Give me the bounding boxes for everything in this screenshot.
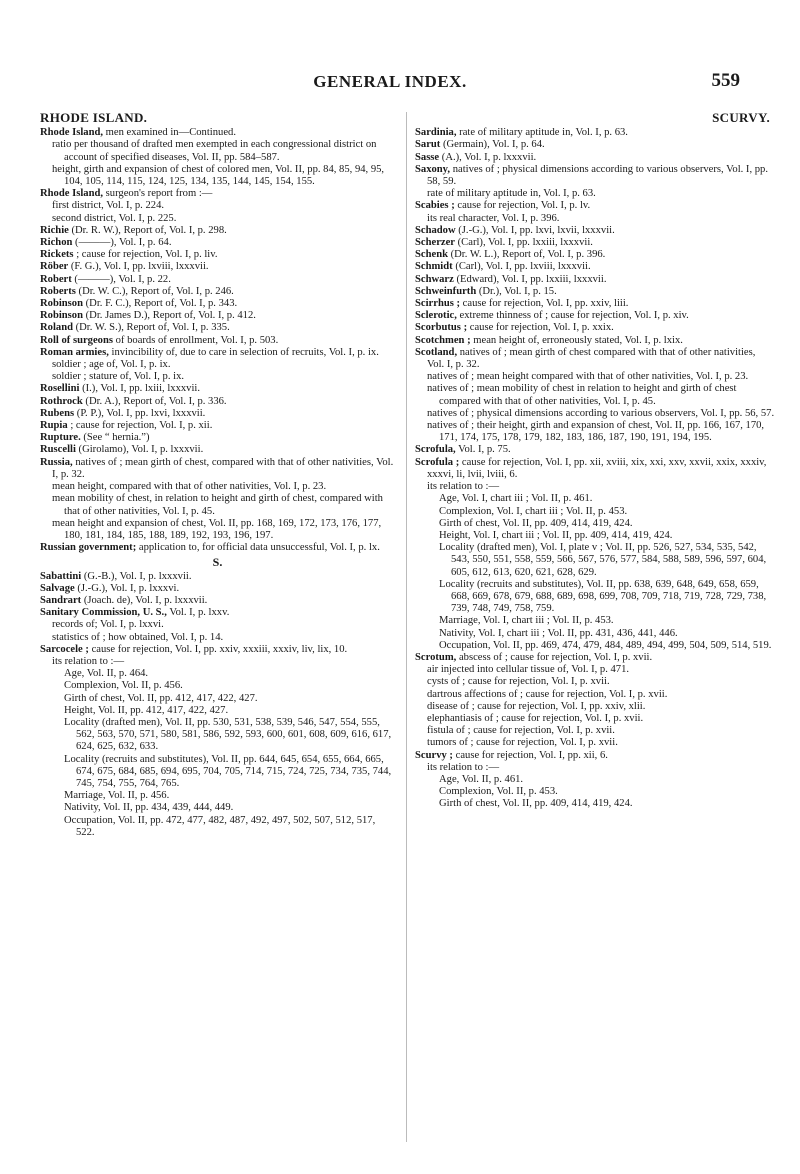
entry-text: ; cause for rejection, Vol. I, p. liv. bbox=[73, 249, 218, 261]
entry-line bbox=[415, 249, 775, 261]
entry-text: natives of ; mean girth of chest compared with that of other nativities, Vol. I, p. 32. bbox=[427, 346, 756, 371]
entry-subline: disease of ; cause for rejection, Vol. I, pp. xxiv, xlii. bbox=[427, 700, 646, 712]
entry-subline: soldier ; stature of, Vol. I, p. ix. bbox=[52, 371, 185, 383]
index-entry bbox=[40, 432, 395, 444]
entry-term: Scrotum, bbox=[415, 651, 457, 663]
index-entry bbox=[40, 457, 395, 542]
entry-subline: Complexion, Vol. II, p. 456. bbox=[64, 680, 183, 692]
entry-line bbox=[40, 249, 395, 261]
entry-line bbox=[415, 152, 775, 164]
entry-text: (Dr. W. C.), Report of, Vol. I, p. 246. bbox=[75, 285, 234, 297]
entry-term: Sarcocele ; bbox=[40, 643, 89, 655]
entry-text: Vol. I, p. 75. bbox=[455, 444, 511, 456]
entry-term: Rupia bbox=[40, 420, 68, 432]
entry-subline: Height, Vol. I, chart iii ; Vol. II, pp. 409, 414, 419, 424. bbox=[439, 529, 673, 541]
index-entry bbox=[415, 347, 775, 445]
entry-line bbox=[40, 644, 395, 656]
entry-subline: cysts of ; cause for rejection, Vol. I, p. xvii. bbox=[427, 676, 610, 688]
entry-text: (Dr. R. W.), Report of, Vol. I, p. 298. bbox=[68, 224, 227, 236]
entry-line bbox=[415, 750, 775, 762]
entry-line bbox=[40, 335, 395, 347]
right-column bbox=[415, 112, 775, 811]
entry-line bbox=[415, 139, 775, 151]
entry-subline: dartrous affections of ; cause for rejection, Vol. I, p. xvii. bbox=[427, 688, 668, 700]
entry-subline: Locality (drafted men), Vol. I, plate v ; Vol. II, pp. 526, 527, 534, 535, 542, 543, 550, 551, 558, 559, 566, 567, 576, 577, 584, 588, 589, 596, 597, 604, 605, 612, 613, 620, 621, 628, 629. bbox=[439, 542, 767, 578]
index-entry bbox=[415, 237, 775, 249]
entry-term: Sandrart bbox=[40, 594, 82, 606]
index-entry bbox=[415, 225, 775, 237]
entry-line bbox=[415, 225, 775, 237]
entry-subline: Locality (recruits and substitutes), Vol. II, pp. 638, 639, 648, 649, 658, 659, 668, 669, 678, 679, 688, 689, 698, 699, 708, 709, 718, 719, 728, 729, 738, 739, 748, 749, 758, 759. bbox=[439, 578, 767, 615]
entry-line bbox=[415, 322, 775, 334]
entry-term: Sclerotic, bbox=[415, 310, 457, 322]
entry-subline: second district, Vol. I, p. 225. bbox=[52, 212, 177, 224]
index-entry bbox=[415, 286, 775, 298]
index-entry bbox=[415, 127, 775, 139]
entry-term: Roberts bbox=[40, 285, 76, 297]
index-entry bbox=[415, 310, 775, 322]
index-entry bbox=[40, 310, 395, 322]
entry-subline: natives of ; physical dimensions according to various observers, Vol. I, pp. 56, 57. bbox=[427, 407, 775, 419]
index-entry bbox=[415, 274, 775, 286]
entry-term: Saxony, bbox=[415, 163, 451, 175]
index-entry bbox=[40, 542, 395, 554]
entry-subline: mean height and expansion of chest, Vol. II, pp. 168, 169, 172, 173, 176, 177, 180, 181, 184, 185, 188, 189, 192, 193, 196, 197. bbox=[52, 517, 382, 541]
entry-subline: Occupation, Vol. II, pp. 469, 474, 479, 484, 489, 494, 499, 504, 509, 514, 519. bbox=[439, 639, 772, 651]
index-entry bbox=[40, 274, 395, 286]
entry-term: Ruscelli bbox=[40, 444, 76, 456]
entry-term: Scherzer bbox=[415, 237, 455, 249]
entry-subline: Nativity, Vol. I, chart iii ; Vol. II, pp. 431, 436, 441, 446. bbox=[439, 627, 678, 639]
index-entry bbox=[40, 607, 395, 644]
entry-line bbox=[40, 457, 395, 481]
entry-subline: Locality (recruits and substitutes), Vol. II, pp. 644, 645, 654, 655, 664, 665, 674, 675, 684, 685, 694, 695, 704, 705, 714, 715, 724, 725, 734, 735, 744, 745, 754, 755, 764, 765. bbox=[64, 753, 392, 789]
entry-subline: its relation to :— bbox=[427, 481, 500, 493]
entry-subline: Age, Vol. II, p. 464. bbox=[64, 668, 149, 680]
entry-text: (Carl), Vol. I, pp. lxviii, lxxxvii. bbox=[452, 261, 591, 273]
entry-term: Röber bbox=[40, 261, 69, 273]
entry-text: (Germain), Vol. I, p. 64. bbox=[440, 139, 545, 151]
entry-term: Rubens bbox=[40, 407, 75, 419]
entry-term: Sasse bbox=[415, 151, 440, 163]
entry-text: cause for rejection, Vol. I, pp. xii, 6. bbox=[452, 749, 608, 761]
entry-subline: Marriage, Vol. I, chart iii ; Vol. II, p. 453. bbox=[439, 615, 614, 627]
index-entry bbox=[40, 127, 395, 188]
entry-term: Salvage bbox=[40, 582, 75, 594]
entry-text: (Dr. W. S.), Report of, Vol. I, p. 335. bbox=[72, 322, 230, 334]
entry-line bbox=[415, 237, 775, 249]
entry-text: (Dr. A.), Report of, Vol. I, p. 336. bbox=[82, 395, 227, 407]
entry-text: cause for rejection, Vol. I, pp. xxiv, liii. bbox=[460, 298, 629, 310]
entry-text: (A.), Vol. I, p. lxxxvii. bbox=[439, 151, 537, 163]
section-letter: S. bbox=[212, 555, 223, 570]
entry-text: (Carl), Vol. I, pp. lxxiii, lxxxvii. bbox=[455, 237, 593, 249]
entry-text: (Dr. F. C.), Report of, Vol. I, p. 343. bbox=[83, 298, 238, 310]
entry-subline: Girth of chest, Vol. II, pp. 409, 414, 419, 424. bbox=[439, 798, 633, 810]
entry-term: Sabattini bbox=[40, 570, 82, 582]
entry-line bbox=[415, 298, 775, 310]
entry-text: (Girolamo), Vol. I, p. lxxxvii. bbox=[75, 444, 204, 456]
entry-line bbox=[40, 286, 395, 298]
entry-term: Scurvy ; bbox=[415, 749, 453, 761]
entry-subline: air injected into cellular tissue of, Vol. I, p. 471. bbox=[427, 664, 630, 676]
index-entry bbox=[40, 644, 395, 839]
entry-text: extreme thinness of ; cause for rejection, Vol. I, p. xiv. bbox=[456, 310, 689, 322]
entry-text: men examined in—Continued. bbox=[103, 127, 236, 139]
entry-subline: its real character, Vol. I, p. 396. bbox=[427, 212, 560, 224]
entry-subline: mean height, compared with that of other nativities, Vol. I, p. 23. bbox=[52, 481, 327, 493]
index-entry bbox=[415, 652, 775, 750]
index-entry bbox=[40, 335, 395, 347]
entry-text: cause for rejection, Vol. I, pp. xii, xviii, xix, xxi, xxv, xxvii, xxix, xxxiv, xxxvi, li, lvii, lviii, 6. bbox=[427, 456, 767, 480]
entry-term: Schweinfurth bbox=[415, 285, 477, 297]
entry-subline: ratio per thousand of drafted men exempted in each congressional district on account of specified diseases, Vol. II, pp. 584–587. bbox=[52, 139, 377, 163]
entry-line bbox=[415, 127, 775, 139]
entry-term: Rothrock bbox=[40, 395, 83, 407]
entry-term: Robinson bbox=[40, 310, 83, 322]
left-running-head: RHODE ISLAND. bbox=[40, 110, 148, 125]
entry-text: (G.-B.), Vol. I, p. lxxxvii. bbox=[81, 570, 192, 582]
entry-term: Robert bbox=[40, 273, 72, 285]
entry-line bbox=[415, 274, 775, 286]
entry-line bbox=[40, 571, 395, 583]
entry-line bbox=[40, 444, 395, 456]
entry-text: of boards of enrollment, Vol. I, p. 503. bbox=[112, 334, 279, 346]
entry-line bbox=[40, 396, 395, 408]
entry-term: Richon bbox=[40, 237, 73, 249]
entry-line bbox=[40, 383, 395, 395]
entry-subline: Marriage, Vol. II, p. 456. bbox=[64, 790, 170, 802]
entry-text: (———), Vol. I, p. 22. bbox=[71, 273, 171, 285]
entry-term: Robinson bbox=[40, 298, 83, 310]
entry-line bbox=[415, 457, 775, 481]
entry-line bbox=[415, 347, 775, 371]
entry-term: Rhode Island, bbox=[40, 127, 103, 139]
entry-line bbox=[40, 298, 395, 310]
entry-subline: Occupation, Vol. II, pp. 472, 477, 482, 487, 492, 497, 502, 507, 512, 517, 522. bbox=[64, 814, 376, 838]
index-entry bbox=[415, 298, 775, 310]
page-number: 559 bbox=[711, 70, 740, 91]
entry-line bbox=[40, 237, 395, 249]
entry-text: (I.), Vol. I, pp. lxiii, lxxxvii. bbox=[79, 383, 200, 395]
entry-term: Schadow bbox=[415, 224, 456, 236]
entry-term: Scrofula ; bbox=[415, 456, 460, 468]
entry-subline: records of; Vol. I, p. lxxvi. bbox=[52, 619, 164, 631]
entry-term: Roll of surgeons bbox=[40, 334, 113, 346]
index-entry bbox=[40, 408, 395, 420]
entry-subline: height, girth and expansion of chest of colored men, Vol. II, pp. 84, 85, 94, 95, 104, 105, 114, 115, 124, 125, 134, 135, 144, 145, 154, 155. bbox=[52, 163, 385, 188]
entry-text: application to, for official data unsuccessful, Vol. I, p. lx. bbox=[136, 542, 380, 554]
entry-text: rate of military aptitude in, Vol. I, p. 63. bbox=[456, 127, 628, 139]
right-running-head: SCURVY. bbox=[712, 110, 770, 125]
entry-line bbox=[415, 310, 775, 322]
entry-line bbox=[40, 225, 395, 237]
entry-term: Sardinia, bbox=[415, 127, 457, 139]
index-entry bbox=[40, 420, 395, 432]
entry-line bbox=[415, 261, 775, 273]
entry-term: Sanitary Commission, U. S., bbox=[40, 607, 167, 619]
entry-line bbox=[415, 444, 775, 456]
entry-term: Russian government; bbox=[40, 542, 137, 554]
entry-text: (See “ hernia.”) bbox=[80, 432, 150, 444]
entry-line bbox=[40, 420, 395, 432]
entry-line bbox=[40, 322, 395, 334]
index-entry bbox=[415, 444, 775, 456]
entry-line bbox=[415, 652, 775, 664]
entry-subline: natives of ; their height, girth and expansion of chest, Vol. II, pp. 166, 167, 170, 171, 174, 175, 178, 179, 182, 183, 186, 187, 190, 191, 194, 195. bbox=[427, 420, 765, 444]
index-entry bbox=[415, 152, 775, 164]
entry-term: Rhode Island, bbox=[40, 188, 103, 200]
entry-subline: its relation to :— bbox=[52, 655, 125, 667]
entry-line bbox=[40, 607, 395, 619]
entry-subline: natives of ; mean height compared with that of other nativities, Vol. I, p. 23. bbox=[427, 371, 749, 383]
entry-term: Schenk bbox=[415, 249, 448, 261]
entry-term: Scrofula, bbox=[415, 444, 456, 456]
entry-term: Schwarz bbox=[415, 273, 454, 285]
entry-subline: Locality (drafted men), Vol. II, pp. 530, 531, 538, 539, 546, 547, 554, 555, 562, 563, 570, 571, 580, 581, 586, 592, 593, 600, 601, 608, 609, 616, 617, 624, 625, 632, 633. bbox=[64, 716, 392, 753]
entry-subline: statistics of ; how obtained, Vol. I, p. 14. bbox=[52, 631, 224, 643]
left-column bbox=[40, 112, 395, 839]
index-entry bbox=[415, 750, 775, 811]
entry-subline: Height, Vol. II, pp. 412, 417, 422, 427. bbox=[64, 704, 229, 716]
entry-text: (Dr. W. L.), Report of, Vol. I, p. 396. bbox=[447, 249, 606, 261]
entry-line bbox=[40, 310, 395, 322]
column-divider bbox=[406, 112, 407, 1142]
entry-line bbox=[415, 335, 775, 347]
entry-text: ; cause for rejection, Vol. I, p. xii. bbox=[67, 420, 213, 432]
entry-term: Russia, bbox=[40, 456, 73, 468]
index-entry bbox=[40, 286, 395, 298]
index-entry bbox=[415, 261, 775, 273]
entry-subline: mean mobility of chest, in relation to height and girth of chest, compared with that of other nativities, Vol. I, p. 45. bbox=[52, 493, 383, 517]
entry-term: Schmidt bbox=[415, 261, 453, 273]
entry-text: (F. G.), Vol. I, pp. lxviii, lxxxvii. bbox=[68, 261, 209, 273]
entry-text: invincibility of, due to care in selection of recruits, Vol. I, p. ix. bbox=[108, 346, 379, 358]
entry-text: (Joach. de), Vol. I, p. lxxxvii. bbox=[81, 594, 208, 606]
entry-term: Richie bbox=[40, 224, 69, 236]
entry-term: Sarut bbox=[415, 139, 441, 151]
entry-subline: Girth of chest, Vol. II, pp. 412, 417, 422, 427. bbox=[64, 692, 258, 704]
index-entry bbox=[415, 249, 775, 261]
index-entry bbox=[40, 383, 395, 395]
entry-text: cause for rejection, Vol. I, pp. xxiv, xxxiii, xxxiv, liv, lix, 10. bbox=[88, 643, 348, 655]
entry-subline: Complexion, Vol. II, p. 453. bbox=[439, 786, 558, 798]
entry-line bbox=[40, 408, 395, 420]
index-entry bbox=[40, 347, 395, 384]
index-entry bbox=[415, 139, 775, 151]
index-entry bbox=[40, 237, 395, 249]
entry-text: (P. P.), Vol. I, pp. lxvi, lxxxvii. bbox=[74, 407, 206, 419]
index-entry bbox=[415, 335, 775, 347]
index-entry bbox=[40, 225, 395, 237]
index-entry bbox=[40, 583, 395, 595]
entry-line bbox=[40, 188, 395, 200]
entry-text: surgeon's report from :— bbox=[103, 188, 213, 200]
entry-text: (Edward), Vol. I, pp. lxxiii, lxxxvii. bbox=[453, 273, 607, 285]
index-entry bbox=[415, 164, 775, 201]
entry-line bbox=[40, 595, 395, 607]
entry-term: Rupture. bbox=[40, 432, 81, 444]
index-entry bbox=[40, 249, 395, 261]
entry-line bbox=[415, 164, 775, 188]
index-entry bbox=[40, 298, 395, 310]
entry-line bbox=[40, 432, 395, 444]
entry-text: mean height of, erroneously stated, Vol. I, p. lxix. bbox=[470, 334, 683, 346]
entry-text: cause for rejection, Vol. I, p. lv. bbox=[454, 200, 591, 212]
left-entries-s bbox=[40, 571, 395, 839]
entry-term: Scorbutus ; bbox=[415, 322, 468, 334]
entry-subline: its relation to :— bbox=[427, 761, 500, 773]
entry-subline: Age, Vol. II, p. 461. bbox=[439, 773, 524, 785]
page-header bbox=[40, 72, 740, 96]
entry-line bbox=[40, 347, 395, 359]
entry-subline: Girth of chest, Vol. II, pp. 409, 414, 419, 424. bbox=[439, 517, 633, 529]
index-entry bbox=[415, 457, 775, 652]
entry-text: (———), Vol. I, p. 64. bbox=[72, 237, 172, 249]
entry-term: Roland bbox=[40, 322, 73, 334]
entry-subline: rate of military aptitude in, Vol. I, p. 63. bbox=[427, 188, 596, 200]
entry-subline: tumors of ; cause for rejection, Vol. I, p. xvii. bbox=[427, 737, 618, 749]
entry-text: (Dr. James D.), Report of, Vol. I, p. 412. bbox=[83, 310, 256, 322]
entry-term: Scirrhus ; bbox=[415, 298, 461, 310]
entry-text: natives of ; physical dimensions according to various observers, Vol. I, pp. 58, 59. bbox=[427, 163, 769, 188]
index-entry bbox=[40, 322, 395, 334]
entry-subline: natives of ; mean mobility of chest in relation to height and girth of chest compared with that of other nativities, Vol. I, p. 45. bbox=[427, 383, 737, 407]
entry-term: Rickets bbox=[40, 249, 74, 261]
entry-subline: Complexion, Vol. I, chart iii ; Vol. II, p. 453. bbox=[439, 505, 628, 517]
entry-text: (J.-G.), Vol. I, pp. lxvi, lxvii, lxxxvii. bbox=[455, 224, 615, 236]
index-entry bbox=[40, 571, 395, 583]
entry-line bbox=[40, 583, 395, 595]
entry-text: (Dr.), Vol. I, p. 15. bbox=[476, 285, 557, 297]
index-entry bbox=[40, 396, 395, 408]
entry-subline: soldier ; age of, Vol. I, p. ix. bbox=[52, 359, 171, 371]
entry-subline: Age, Vol. I, chart iii ; Vol. II, p. 461. bbox=[439, 493, 593, 505]
entry-term: Scotchmen ; bbox=[415, 334, 471, 346]
entry-subline: Nativity, Vol. II, pp. 434, 439, 444, 449. bbox=[64, 802, 234, 814]
index-entry bbox=[40, 261, 395, 273]
entry-subline: elephantiasis of ; cause for rejection, Vol. I, p. xvii. bbox=[427, 712, 644, 724]
entry-subline: fistula of ; cause for rejection, Vol. I, p. xvii. bbox=[427, 725, 615, 737]
index-entry bbox=[415, 322, 775, 334]
page-title: GENERAL INDEX. bbox=[313, 72, 467, 91]
index-entry bbox=[40, 188, 395, 225]
index-entry bbox=[415, 200, 775, 224]
entry-term: Rosellini bbox=[40, 383, 80, 395]
left-entries bbox=[40, 127, 395, 554]
entry-text: cause for rejection, Vol. I, p. xxix. bbox=[467, 322, 614, 334]
entry-text: abscess of ; cause for rejection, Vol. I, p. xvii. bbox=[456, 651, 653, 663]
entry-term: Scotland, bbox=[415, 346, 458, 358]
entry-line bbox=[40, 261, 395, 273]
entry-line bbox=[415, 200, 775, 212]
right-entries bbox=[415, 127, 775, 810]
index-entry bbox=[40, 444, 395, 456]
entry-text: (J.-G.), Vol. I, p. lxxxvi. bbox=[74, 582, 180, 594]
entry-term: Scabies ; bbox=[415, 200, 455, 212]
entry-line bbox=[415, 286, 775, 298]
entry-text: natives of ; mean girth of chest, compared with that of other nativities, Vol. I, p. 32. bbox=[52, 456, 394, 480]
entry-text: Vol. I, p. lxxv. bbox=[166, 607, 230, 619]
entry-subline: first district, Vol. I, p. 224. bbox=[52, 200, 165, 212]
entry-line bbox=[40, 127, 395, 139]
entry-line bbox=[40, 542, 395, 554]
entry-line bbox=[40, 274, 395, 286]
entry-term: Roman armies, bbox=[40, 346, 109, 358]
index-entry bbox=[40, 595, 395, 607]
